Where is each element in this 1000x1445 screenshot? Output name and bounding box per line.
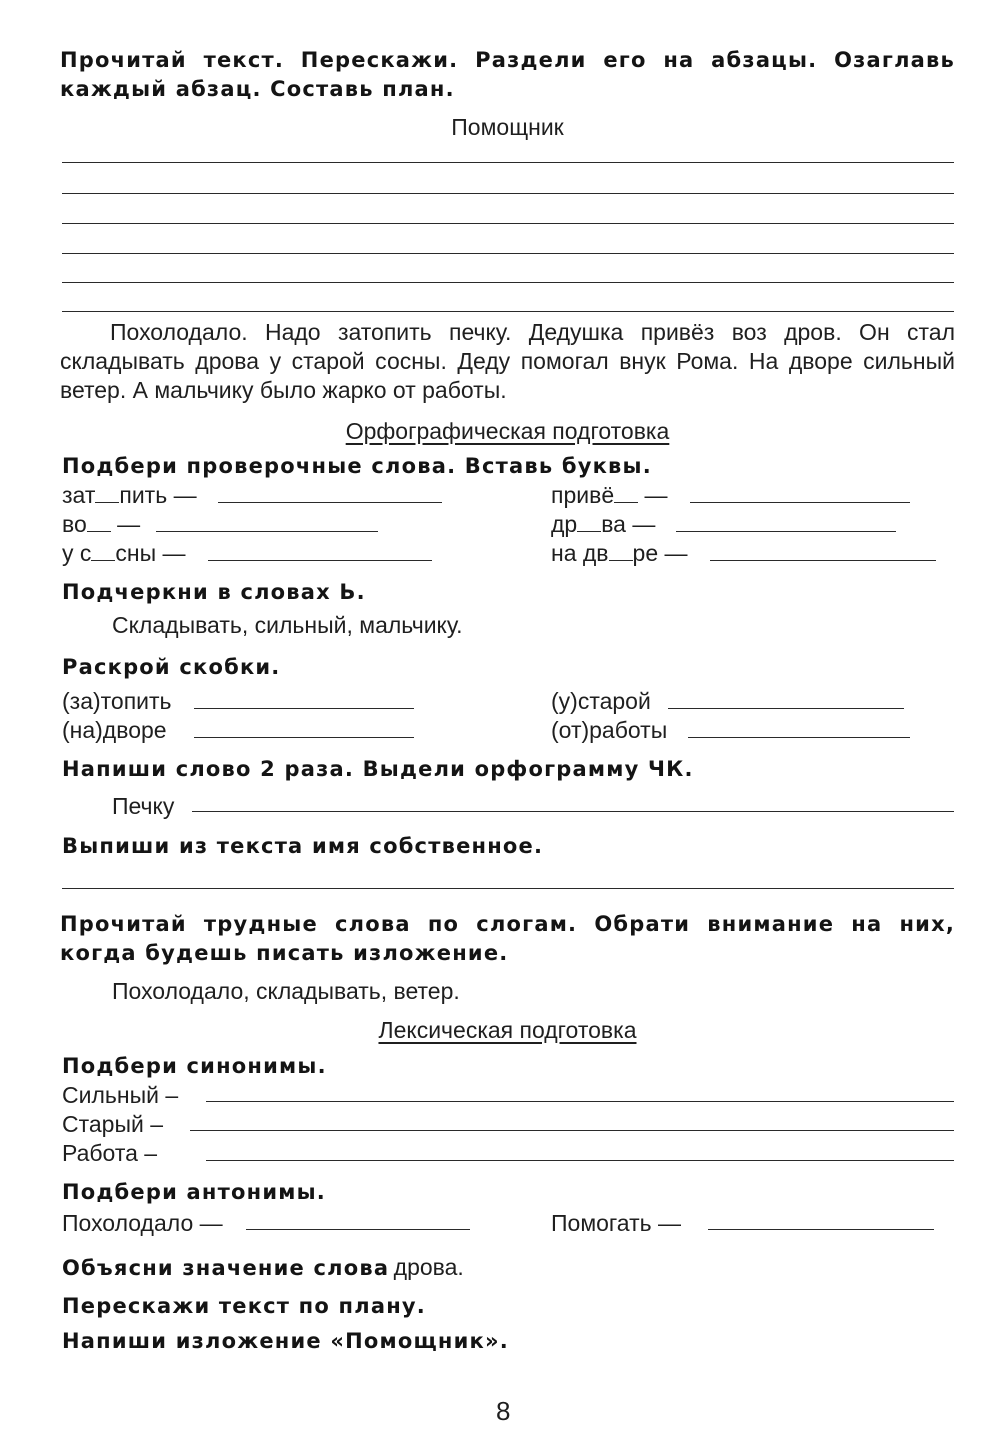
answer-line[interactable] (192, 811, 954, 812)
answer-line[interactable] (208, 560, 432, 561)
synonyms-instruction: Подбери синонимы. (62, 1054, 327, 1078)
plan-line[interactable] (62, 193, 954, 194)
check-word-4: привё — (551, 482, 668, 508)
letter-blank[interactable] (91, 542, 115, 561)
check-word-1: зат пить — (62, 482, 197, 508)
check-word-2: во — (62, 511, 141, 537)
antonyms-instruction: Подбери антонимы. (62, 1180, 326, 1204)
explain-instruction: Объясни значение слова (62, 1256, 390, 1280)
plan-line[interactable] (62, 223, 954, 224)
hard-words-instruction: Прочитай трудные слова по слогам. Обрати внимание на них, когда будешь писать изложение. (60, 912, 955, 965)
answer-line[interactable] (156, 531, 378, 532)
explain-word: дрова. (393, 1254, 464, 1280)
answer-line[interactable] (690, 502, 910, 503)
answer-line[interactable] (676, 531, 896, 532)
retell-instruction: Перескажи текст по плану. (62, 1294, 426, 1318)
bracket-word-3: (у)старой (551, 688, 651, 714)
answer-line[interactable] (688, 737, 910, 738)
antonym-word-2: Помогать — (551, 1210, 682, 1236)
bracket-word-2: (на)дворе (62, 717, 167, 743)
answer-line[interactable] (206, 1101, 954, 1102)
answer-line[interactable] (194, 737, 414, 738)
answer-line[interactable] (708, 1229, 934, 1230)
answer-line[interactable] (668, 708, 904, 709)
explain-task (62, 1254, 464, 1281)
story-title: Помощник (451, 114, 564, 140)
story-text: Похолодало. Надо затопить печку. Дедушка привёз воз дров. Он стал складывать дрова у старой сосны. Деду помогал внук Рома. На дворе сильный ветер. А мальчику было жарко от работы. (60, 319, 955, 403)
answer-line[interactable] (206, 1160, 954, 1161)
antonym-word-1: Похолодало — (62, 1210, 223, 1236)
check-word-6: на дв ре — (551, 540, 688, 566)
plan-line[interactable] (62, 253, 954, 254)
soft-sign-words: Складывать, сильный, мальчику. (112, 612, 463, 638)
proper-name-instruction: Выпиши из текста имя собственное. (62, 834, 544, 858)
plan-line[interactable] (62, 282, 954, 283)
answer-line[interactable] (62, 888, 954, 889)
letter-blank[interactable] (87, 513, 111, 532)
bracket-word-4: (от)работы (551, 717, 668, 743)
plan-line[interactable] (62, 311, 954, 312)
write-twice-instruction: Напиши слово 2 раза. Выдели орфограмму ЧК. (62, 757, 694, 781)
page-number: 8 (496, 1396, 511, 1426)
orth-heading: Орфографическая подготовка (345, 418, 670, 444)
hard-words-list: Похолодало, складывать, ветер. (112, 978, 460, 1004)
synonym-word-2: Старый – (62, 1111, 164, 1137)
letter-blank[interactable] (577, 513, 601, 532)
letter-blank[interactable] (609, 542, 633, 561)
answer-line[interactable] (710, 560, 936, 561)
answer-line[interactable] (246, 1229, 470, 1230)
essay-instruction: Напиши изложение «Помощник». (62, 1329, 509, 1353)
check-word-3: у с сны — (62, 540, 186, 566)
synonym-word-1: Сильный – (62, 1082, 179, 1108)
soft-sign-instruction: Подчеркни в словах Ь. (62, 580, 366, 604)
answer-line[interactable] (194, 708, 414, 709)
brackets-instruction: Раскрой скобки. (62, 655, 281, 679)
write-twice-word: Печку (112, 793, 175, 819)
check-words-instruction: Подбери проверочные слова. Вставь буквы. (62, 454, 652, 478)
letter-blank[interactable] (614, 484, 638, 503)
bracket-word-1: (за)топить (62, 688, 172, 714)
check-word-5: др ва — (551, 511, 656, 537)
plan-line[interactable] (62, 162, 954, 163)
letter-blank[interactable] (95, 484, 119, 503)
answer-line[interactable] (190, 1130, 954, 1131)
lex-heading: Лексическая подготовка (378, 1017, 637, 1043)
answer-line[interactable] (218, 502, 442, 503)
task1-instruction: Прочитай текст. Перескажи. Раздели его на абзацы. Озаглавь каждый абзац. Составь план. (60, 48, 955, 101)
synonym-word-3: Работа – (62, 1140, 158, 1166)
